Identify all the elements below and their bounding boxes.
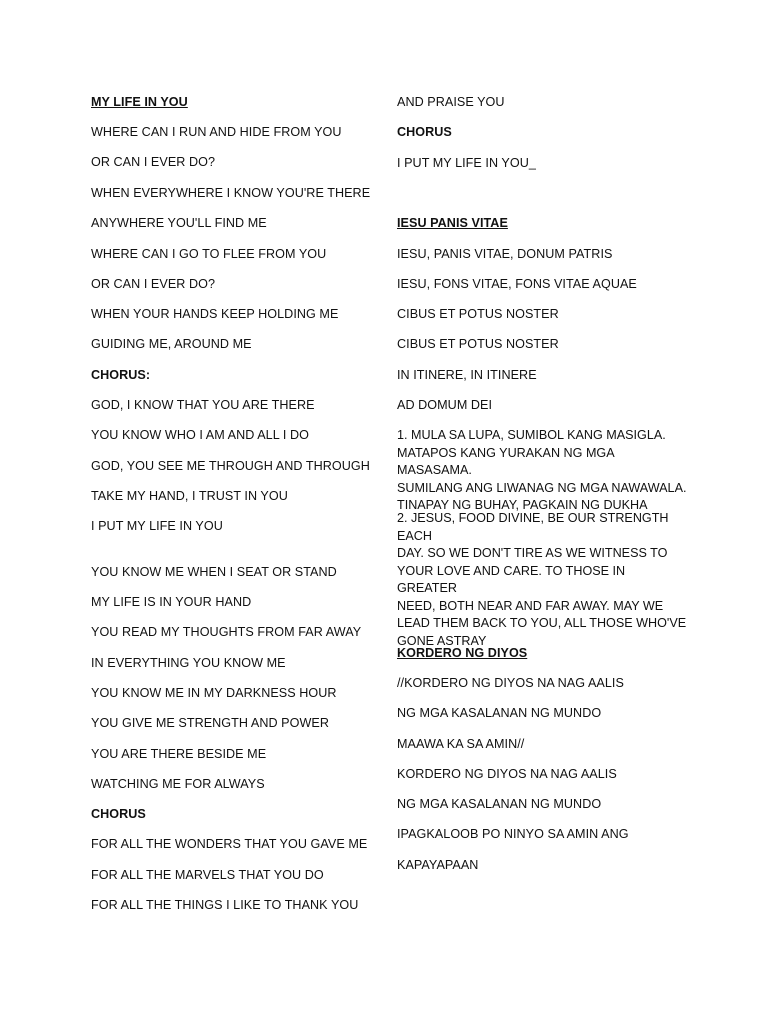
verse-line: NEED, BOTH NEAR AND FAR AWAY. MAY WE bbox=[397, 598, 664, 613]
verse-line: GONE ASTRAY bbox=[397, 633, 487, 648]
lyric-line: WHEN YOUR HANDS KEEP HOLDING ME bbox=[91, 307, 339, 321]
lyric-line: TAKE MY HAND, I TRUST IN YOU bbox=[91, 489, 288, 503]
lyric-line: GOD, YOU SEE ME THROUGH AND THROUGH bbox=[91, 459, 370, 473]
lyric-line: FOR ALL THE MARVELS THAT YOU DO bbox=[91, 868, 324, 882]
lyric-line: MY LIFE IS IN YOUR HAND bbox=[91, 595, 252, 609]
lyric-line: YOU READ MY THOUGHTS FROM FAR AWAY bbox=[91, 625, 362, 639]
lyric-line: WHERE CAN I GO TO FLEE FROM YOU bbox=[91, 247, 327, 261]
verse-line: 2. JESUS, FOOD DIVINE, BE OUR STRENGTH EACH bbox=[397, 511, 669, 543]
verse-line: YOUR LOVE AND CARE. TO THOSE IN GREATER bbox=[397, 563, 626, 595]
lyric-line: WHEN EVERYWHERE I KNOW YOU'RE THERE bbox=[91, 186, 371, 200]
lyric-line: YOU GIVE ME STRENGTH AND POWER bbox=[91, 716, 330, 730]
lyric-line: IN EVERYTHING YOU KNOW ME bbox=[91, 656, 286, 670]
lyric-line: IN ITINERE, IN ITINERE bbox=[397, 368, 537, 382]
verse-line: DAY. SO WE DON'T TIRE AS WE WITNESS TO bbox=[397, 546, 668, 560]
lyric-line: //KORDERO NG DIYOS NA NAG AALIS bbox=[397, 676, 624, 690]
lyric-line: WATCHING ME FOR ALWAYS bbox=[91, 777, 265, 791]
lyric-line: MAAWA KA SA AMIN// bbox=[397, 737, 525, 751]
lyric-line: NG MGA KASALANAN NG MUNDO bbox=[397, 797, 602, 811]
lyric-line: YOU KNOW WHO I AM AND ALL I DO bbox=[91, 428, 309, 442]
lyric-line: KORDERO NG DIYOS NA NAG AALIS bbox=[397, 767, 617, 781]
song-title-iesu-panis-vitae: IESU PANIS VITAE bbox=[397, 216, 508, 230]
verse-line: MATAPOS KANG YURAKAN NG MGA MASASAMA. bbox=[397, 445, 614, 477]
lyric-line: FOR ALL THE WONDERS THAT YOU GAVE ME bbox=[91, 837, 368, 851]
lyric-line: KAPAYAPAAN bbox=[397, 858, 479, 872]
lyric-line: YOU KNOW ME IN MY DARKNESS HOUR bbox=[91, 686, 337, 700]
verse-line: TINAPAY NG BUHAY, PAGKAIN NG DUKHA bbox=[397, 498, 648, 512]
song-title-kordero-ng-diyos: KORDERO NG DIYOS bbox=[397, 646, 528, 660]
verse-line: 1. MULA SA LUPA, SUMIBOL KANG MASIGLA. bbox=[397, 428, 666, 442]
verse-2-paragraph bbox=[397, 510, 687, 650]
verse-line: LEAD THEM BACK TO YOU, ALL THOSE WHO'VE bbox=[397, 616, 687, 630]
chorus-heading: CHORUS bbox=[91, 807, 146, 821]
lyric-line: I PUT MY LIFE IN YOU bbox=[91, 519, 223, 533]
lyric-line: WHERE CAN I RUN AND HIDE FROM YOU bbox=[91, 125, 342, 139]
lyric-line: CIBUS ET POTUS NOSTER bbox=[397, 307, 559, 321]
lyric-line: FOR ALL THE THINGS I LIKE TO THANK YOU bbox=[91, 898, 359, 912]
lyric-line: OR CAN I EVER DO? bbox=[91, 277, 216, 291]
lyric-line: YOU KNOW ME WHEN I SEAT OR STAND bbox=[91, 565, 337, 579]
lyric-line: NG MGA KASALANAN NG MUNDO bbox=[397, 706, 602, 720]
lyric-line: IPAGKALOOB PO NINYO SA AMIN ANG bbox=[397, 827, 629, 841]
lyric-line: YOU ARE THERE BESIDE ME bbox=[91, 747, 267, 761]
lyric-line: IESU, PANIS VITAE, DONUM PATRIS bbox=[397, 247, 613, 261]
chorus-heading: CHORUS: bbox=[91, 368, 151, 382]
lyric-line: GOD, I KNOW THAT YOU ARE THERE bbox=[91, 398, 315, 412]
lyric-line: IESU, FONS VITAE, FONS VITAE AQUAE bbox=[397, 277, 637, 291]
lyric-line: AD DOMUM DEI bbox=[397, 398, 493, 412]
lyric-line: I PUT MY LIFE IN YOU_ bbox=[397, 156, 536, 170]
song-title-my-life-in-you: MY LIFE IN YOU bbox=[91, 95, 188, 109]
chorus-heading: CHORUS bbox=[397, 125, 452, 139]
lyric-line: GUIDING ME, AROUND ME bbox=[91, 337, 252, 351]
verse-line: SUMILANG ANG LIWANAG NG MGA NAWAWALA. bbox=[397, 480, 687, 495]
verse-1-paragraph bbox=[397, 427, 687, 515]
lyric-line: CIBUS ET POTUS NOSTER bbox=[397, 337, 559, 351]
lyric-line: OR CAN I EVER DO? bbox=[91, 155, 216, 169]
lyric-line: ANYWHERE YOU'LL FIND ME bbox=[91, 216, 267, 230]
lyric-line: AND PRAISE YOU bbox=[397, 95, 505, 109]
